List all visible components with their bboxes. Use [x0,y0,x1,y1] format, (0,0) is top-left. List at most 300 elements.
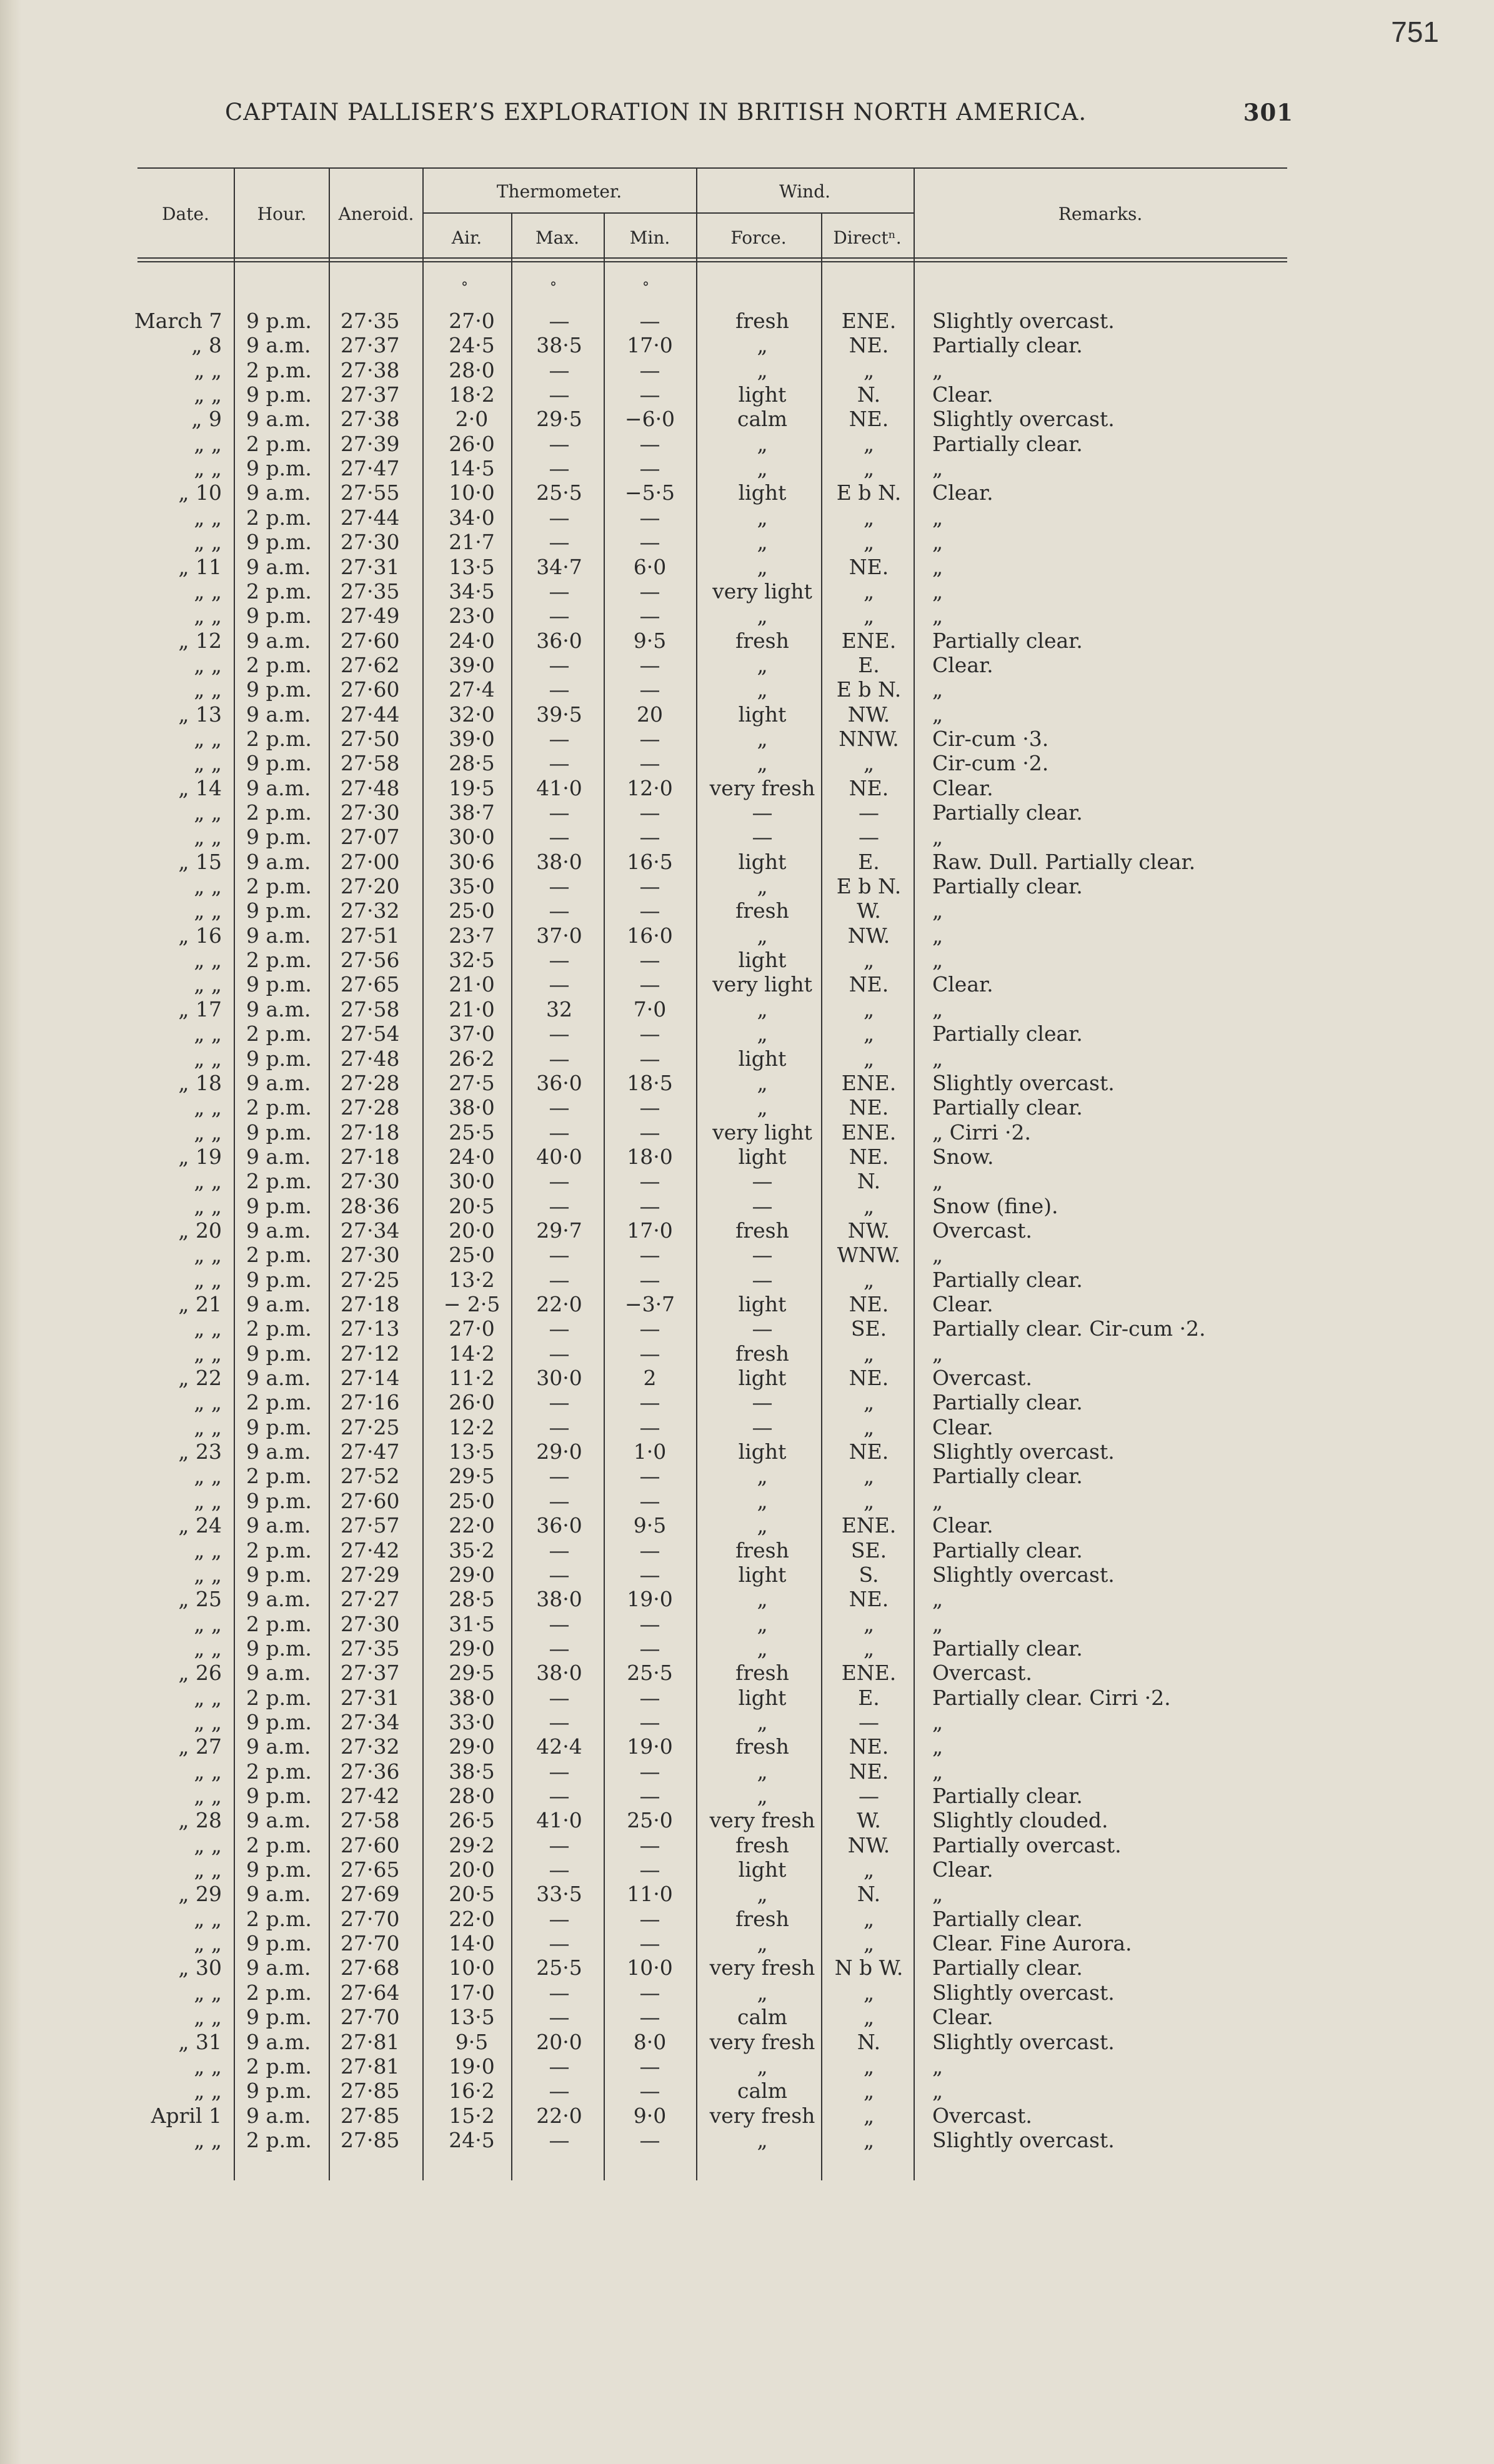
remarks-cell: Partially clear. [932,431,1083,456]
wind-force-cell: „ [757,431,768,456]
hour-cell: 9 a.m. [246,628,311,653]
wind-force-cell: „ [757,1882,768,1907]
date-cell: „ „ [194,431,222,456]
wind-direction-cell: SE. [850,1538,887,1562]
wind-force-cell: light [738,702,787,727]
min-temp-cell: — [639,1390,660,1415]
air-temp-cell: 38·7 [449,800,495,825]
max-temp-cell: — [549,726,570,751]
min-temp-cell: 9·0 [633,2103,667,2128]
table-row [0,1439,1494,1464]
table-row [0,1390,1494,1414]
wind-direction-cell: „ [863,431,875,456]
max-temp-cell: — [549,1169,570,1194]
aneroid-cell: 27·60 [341,677,400,702]
wind-force-cell: calm [737,2005,787,2030]
table-row [0,2079,1494,2103]
wind-direction-cell: „ [863,1341,875,1366]
max-temp-cell: 32 [546,996,572,1021]
aneroid-cell: 27·58 [341,751,400,776]
min-temp-cell: — [639,1316,660,1341]
archive-page-number: 751 [1391,16,1439,48]
max-temp-cell: — [549,1414,570,1439]
wind-force-cell: „ [757,1784,768,1808]
date-cell: „ 8 [191,333,222,358]
wind-force-cell: „ [757,652,768,677]
wind-underline [697,212,914,214]
table-row [0,1857,1494,1882]
air-temp-cell: 24·5 [449,333,495,358]
wind-direction-cell: E. [858,1685,880,1710]
table-row [0,1686,1494,1710]
air-temp-cell: 29·5 [449,1661,495,1686]
remarks-cell: Slightly overcast. [932,1562,1115,1587]
remarks-cell: Slightly overcast. [932,1439,1115,1464]
air-temp-cell: 19·5 [449,775,495,800]
min-temp-cell: — [639,1095,660,1120]
remarks-cell: Slightly overcast. [932,309,1115,333]
remarks-cell: Partially clear. [932,1955,1083,1980]
min-temp-cell: — [639,948,660,973]
air-temp-cell: 24·5 [449,2127,495,2152]
max-temp-cell: — [549,505,570,530]
hour-cell: 2 p.m. [246,1832,312,1857]
air-temp-cell: 29·0 [449,1734,495,1759]
wind-direction-cell: „ [863,1021,875,1046]
aneroid-cell: 27·44 [341,505,400,530]
max-temp-cell: — [549,1709,570,1734]
aneroid-cell: 27·12 [341,1341,400,1366]
date-cell: „ „ [194,1562,222,1587]
aneroid-cell: 27·30 [341,1611,400,1636]
air-temp-cell: 17·0 [449,1980,495,2005]
wind-force-cell: calm [737,407,787,432]
max-temp-cell: — [549,751,570,776]
min-temp-cell: — [639,530,660,555]
max-temp-cell: 29·7 [536,1218,582,1243]
air-temp-cell: 10·0 [449,1955,495,1980]
min-temp-cell: −5·5 [624,480,675,505]
wind-force-cell: fresh [735,1341,789,1366]
hour-cell: 9 p.m. [246,530,312,555]
wind-direction-cell: NE. [849,1095,889,1120]
table-row [0,1071,1494,1095]
wind-direction-cell: NNW. [839,726,899,751]
wind-force-cell: „ [757,1464,768,1489]
min-temp-cell: — [639,751,660,776]
min-temp-cell: — [639,1021,660,1046]
date-cell: „ „ [194,604,222,628]
aneroid-cell: 27·18 [341,1120,400,1145]
hour-cell: 9 a.m. [246,1218,311,1243]
max-temp-cell: 29·5 [536,407,582,432]
date-cell: „ „ [194,1316,222,1341]
air-temp-cell: 22·0 [449,1906,495,1931]
air-temp-cell: 34·0 [449,505,495,530]
max-temp-cell: 38·5 [536,333,582,358]
aneroid-cell: 27·70 [341,1931,400,1956]
min-temp-cell: — [639,2079,660,2104]
air-temp-cell: 11·2 [449,1366,495,1391]
wind-force-cell: — [752,1316,773,1341]
min-temp-cell: — [639,1562,660,1587]
min-temp-cell: 11·0 [627,1882,673,1907]
wind-direction-cell: NE. [849,333,889,358]
max-temp-cell: — [549,1488,570,1513]
remarks-cell: Partially overcast. [932,1832,1122,1857]
remarks-cell: „ [932,1611,944,1636]
air-temp-cell: 20·5 [449,1193,495,1218]
table-row [0,2030,1494,2054]
wind-direction-cell: ENE. [841,1513,897,1538]
date-cell: April 1 [151,2103,222,2128]
air-temp-cell: 14·0 [449,1931,495,1956]
min-temp-cell: — [639,382,660,407]
aneroid-cell: 27·48 [341,1046,400,1071]
max-temp-cell: — [549,1857,570,1882]
min-temp-cell: — [639,1169,660,1194]
table-row [0,1538,1494,1562]
remarks-cell: Clear. [932,2005,994,2030]
hour-cell: 9 p.m. [246,898,312,923]
min-temp-cell: 25·0 [627,1808,673,1833]
date-cell: „ „ [194,1611,222,1636]
aneroid-cell: 27·49 [341,604,400,628]
wind-force-cell: light [738,480,787,505]
hour-cell: 9 p.m. [246,1488,312,1513]
hour-cell: 2 p.m. [246,1759,312,1784]
min-temp-cell: 9·5 [633,1513,667,1538]
wind-force-cell: fresh [735,1661,789,1686]
hour-cell: 9 p.m. [246,1636,312,1661]
hour-cell: 2 p.m. [246,1316,312,1341]
aneroid-cell: 27·32 [341,1734,400,1759]
max-temp-cell: — [549,2054,570,2079]
remarks-cell: „ [932,702,944,727]
min-temp-cell: — [639,726,660,751]
date-cell: „ 15 [178,849,222,874]
hour-cell: 9 a.m. [246,333,311,358]
air-temp-cell: 38·0 [449,1685,495,1710]
air-temp-cell: 18·2 [449,382,495,407]
air-temp-cell: 37·0 [449,1021,495,1046]
min-temp-cell: — [639,1759,660,1784]
wind-force-cell: — [752,1169,773,1194]
aneroid-cell: 27·65 [341,972,400,997]
remarks-cell: „ [932,1882,944,1907]
hour-cell: 9 p.m. [246,1414,312,1439]
wind-direction-cell: NW. [847,1832,890,1857]
max-temp-cell: — [549,652,570,677]
hour-cell: 9 a.m. [246,1144,311,1169]
air-temp-cell: 2·0 [455,407,489,432]
air-temp-cell: 23·7 [449,923,495,948]
date-cell: „ „ [194,1021,222,1046]
hour-cell: 9 p.m. [246,1120,312,1145]
aneroid-cell: 27·30 [341,800,400,825]
table-row [0,997,1494,1021]
table-row [0,309,1494,333]
wind-force-cell: light [738,849,787,874]
table-row [0,1489,1494,1513]
aneroid-cell: 27·37 [341,1661,400,1686]
air-temp-cell: 32·0 [449,702,495,727]
max-temp-cell: 39·5 [536,702,582,727]
wind-direction-cell: W. [857,898,881,923]
date-cell: „ „ [194,726,222,751]
header-thermometer: Thermometer. [496,181,622,202]
wind-direction-cell: NE. [849,554,889,579]
date-cell: „ 29 [178,1882,222,1907]
wind-direction-cell: „ [863,579,875,604]
remarks-cell: Snow. [932,1144,994,1169]
table-row [0,948,1494,972]
wind-force-cell: light [738,1292,787,1316]
aneroid-cell: 27·69 [341,1882,400,1907]
max-temp-cell: — [549,677,570,702]
max-temp-cell: — [549,898,570,923]
air-temp-cell: 30·0 [449,1169,495,1194]
air-temp-cell: 26·0 [449,1390,495,1415]
hour-cell: 2 p.m. [246,1021,312,1046]
wind-force-cell: very light [712,1120,812,1145]
hour-cell: 9 a.m. [246,1808,311,1833]
date-cell: „ „ [194,1488,222,1513]
aneroid-cell: 27·68 [341,1955,400,1980]
remarks-cell: „ [932,1046,944,1071]
remarks-cell: Slightly overcast. [932,2029,1115,2054]
min-temp-cell: — [639,1488,660,1513]
hour-cell: 9 p.m. [246,677,312,702]
wind-force-cell: „ [757,1587,768,1612]
hour-cell: 2 p.m. [246,948,312,973]
hour-cell: 9 a.m. [246,702,311,727]
remarks-cell: Partially clear. [932,333,1083,358]
date-cell: „ 12 [178,628,222,653]
remarks-cell: „ [932,1488,944,1513]
wind-force-cell: „ [757,923,768,948]
remarks-cell: „ [932,677,944,702]
max-temp-cell: — [549,1267,570,1292]
wind-direction-cell: E b N. [836,480,902,505]
remarks-cell: Clear. [932,382,994,407]
table-row [0,1562,1494,1587]
date-cell: „ „ [194,1414,222,1439]
wind-direction-cell: W. [857,1808,881,1833]
min-temp-cell: — [639,1046,660,1071]
aneroid-cell: 27·48 [341,775,400,800]
max-temp-cell: 42·4 [536,1734,582,1759]
max-temp-cell: — [549,1906,570,1931]
hour-cell: 9 a.m. [246,775,311,800]
table-row [0,972,1494,996]
hour-cell: 9 p.m. [246,1267,312,1292]
date-cell: „ „ [194,1390,222,1415]
wind-force-cell: — [752,1414,773,1439]
remarks-cell: Slightly overcast. [932,1070,1115,1095]
aneroid-cell: 27·35 [341,579,400,604]
degree-mark-max: ° [550,280,557,296]
aneroid-cell: 27·85 [341,2079,400,2104]
hour-cell: 2 p.m. [246,800,312,825]
min-temp-cell: 19·0 [627,1587,673,1612]
aneroid-cell: 27·32 [341,898,400,923]
hour-cell: 2 p.m. [246,1390,312,1415]
table-row [0,923,1494,948]
wind-force-cell: „ [757,2054,768,2079]
remarks-cell: Slightly overcast. [932,2127,1115,2152]
remarks-cell: Clear. [932,775,994,800]
date-cell: „ 13 [178,702,222,727]
min-temp-cell: — [639,1784,660,1808]
wind-force-cell: fresh [735,1734,789,1759]
date-cell: „ „ [194,898,222,923]
min-temp-cell: — [639,309,660,333]
date-cell: „ „ [194,800,222,825]
date-cell: „ „ [194,874,222,899]
date-cell: „ „ [194,530,222,555]
air-temp-cell: 39·0 [449,726,495,751]
aneroid-cell: 27·14 [341,1366,400,1391]
max-temp-cell: — [549,800,570,825]
wind-direction-cell: „ [863,1857,875,1882]
wind-force-cell: calm [737,2079,787,2104]
aneroid-cell: 27·42 [341,1538,400,1562]
max-temp-cell: — [549,2127,570,2152]
max-temp-cell: — [549,972,570,997]
max-temp-cell: — [549,1538,570,1562]
wind-direction-cell: „ [863,456,875,481]
remarks-cell: Partially clear. Cirri ·2. [932,1685,1171,1710]
table-row [0,1415,1494,1439]
aneroid-cell: 27·25 [341,1414,400,1439]
date-cell: „ „ [194,456,222,481]
min-temp-cell: — [639,1685,660,1710]
hour-cell: 9 p.m. [246,1046,312,1071]
max-temp-cell: — [549,357,570,382]
hour-cell: 9 a.m. [246,1882,311,1907]
table-row [0,1218,1494,1243]
air-temp-cell: 20·5 [449,1882,495,1907]
hour-cell: 9 p.m. [246,2079,312,2104]
date-cell: „ „ [194,1832,222,1857]
air-temp-cell: 38·0 [449,1095,495,1120]
wind-direction-cell: — [859,825,879,850]
wind-direction-cell: „ [863,530,875,555]
min-temp-cell: — [639,1267,660,1292]
hour-cell: 9 p.m. [246,1857,312,1882]
air-temp-cell: − 2·5 [443,1292,500,1316]
aneroid-cell: 27·70 [341,2005,400,2030]
air-temp-cell: 13·5 [449,1439,495,1464]
remarks-cell: „ [932,996,944,1021]
wind-force-cell: „ [757,1980,768,2005]
remarks-cell: „ [932,505,944,530]
date-cell: „ „ [194,677,222,702]
table-row [0,1710,1494,1734]
wind-force-cell: light [738,1685,787,1710]
remarks-cell: Overcast. [932,2103,1032,2128]
remarks-cell: Partially clear. [932,1267,1083,1292]
table-row [0,727,1494,751]
aneroid-cell: 27·58 [341,996,400,1021]
hour-cell: 2 p.m. [246,2054,312,2079]
table-row [0,1784,1494,1808]
air-temp-cell: 29·0 [449,1562,495,1587]
hour-cell: 2 p.m. [246,726,312,751]
air-temp-cell: 22·0 [449,1513,495,1538]
date-cell: „ 21 [178,1292,222,1316]
aneroid-cell: 27·85 [341,2127,400,2152]
hour-cell: 2 p.m. [246,2127,312,2152]
wind-force-cell: — [752,1243,773,1268]
degree-mark-min: ° [642,280,649,296]
hour-cell: 9 p.m. [246,1709,312,1734]
aneroid-cell: 27·18 [341,1144,400,1169]
table-row [0,702,1494,727]
min-temp-cell: — [639,800,660,825]
date-cell: „ „ [194,1095,222,1120]
degree-mark-air: ° [461,280,468,296]
table-row [0,1464,1494,1488]
aneroid-cell: 27·31 [341,554,400,579]
min-temp-cell: −6·0 [624,407,675,432]
table-row [0,677,1494,702]
hour-cell: 9 a.m. [246,996,311,1021]
wind-direction-cell: „ [863,1636,875,1661]
aneroid-cell: 28·36 [341,1193,400,1218]
wind-direction-cell: N. [857,1882,881,1907]
date-cell: „ „ [194,1120,222,1145]
wind-direction-cell: NE. [849,1366,889,1391]
aneroid-cell: 27·16 [341,1390,400,1415]
hour-cell: 9 a.m. [246,554,311,579]
remarks-cell: „ [932,554,944,579]
date-cell: „ „ [194,2079,222,2104]
wind-direction-cell: NW. [847,923,890,948]
running-title: CAPTAIN PALLISER’S EXPLORATION IN BRITISH NORTH AMERICA. [225,99,1087,126]
max-temp-cell: 36·0 [536,1513,582,1538]
table-row [0,1095,1494,1120]
date-cell: „ 9 [191,407,222,432]
wind-direction-cell: — [859,1784,879,1808]
wind-force-cell: light [738,1144,787,1169]
table-row [0,1366,1494,1390]
min-temp-cell: −3·7 [624,1292,675,1316]
air-temp-cell: 29·2 [449,1832,495,1857]
max-temp-cell: — [549,825,570,850]
hour-cell: 9 p.m. [246,1193,312,1218]
wind-force-cell: — [752,1390,773,1415]
max-temp-cell: 20·0 [536,2029,582,2054]
hour-cell: 2 p.m. [246,431,312,456]
table-row [0,1021,1494,1046]
wind-direction-cell: ENE. [841,309,897,333]
wind-force-cell: fresh [735,1218,789,1243]
wind-force-cell: „ [757,1070,768,1095]
remarks-cell: „ [932,1587,944,1612]
aneroid-cell: 27·37 [341,382,400,407]
air-temp-cell: 21·0 [449,996,495,1021]
min-temp-cell: 19·0 [627,1734,673,1759]
thermometer-underline [422,212,696,214]
aneroid-cell: 27·60 [341,628,400,653]
table-row [0,1316,1494,1341]
date-cell: „ 17 [178,996,222,1021]
max-temp-cell: — [549,1784,570,1808]
date-cell: „ 20 [178,1218,222,1243]
date-cell: „ 27 [178,1734,222,1759]
